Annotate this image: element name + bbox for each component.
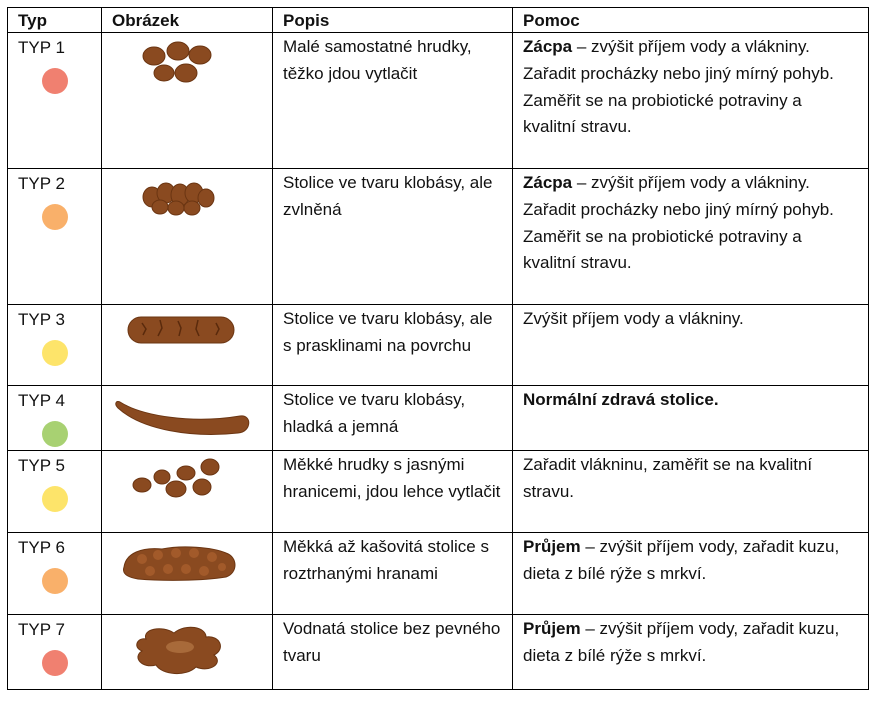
status-dot bbox=[42, 421, 68, 447]
header-typ: Typ bbox=[8, 8, 102, 33]
status-dot bbox=[42, 568, 68, 594]
image-cell bbox=[102, 386, 273, 451]
typ-cell bbox=[8, 33, 102, 169]
popis-cell: Stolice ve tvaru klobásy, hladká a jemná bbox=[273, 386, 513, 451]
pomoc-text: Zvýšit příjem vody a vlákniny. bbox=[523, 309, 744, 328]
typ-cell bbox=[8, 615, 102, 690]
pomoc-text: – zvýšit příjem vody, zařadit kuzu, dieta z bílé rýže s mrkví. bbox=[523, 537, 840, 583]
lumpy-sausage-icon bbox=[102, 169, 272, 229]
pomoc-cell bbox=[513, 533, 869, 615]
status-dot bbox=[42, 340, 68, 366]
table-row bbox=[8, 386, 869, 451]
header-obrazek: Obrázek bbox=[102, 8, 273, 33]
typ-label: TYP 3 bbox=[18, 310, 65, 329]
popis-cell: Stolice ve tvaru klobásy, ale s prasklinami na povrchu bbox=[273, 305, 513, 386]
watery-puddle-icon bbox=[102, 615, 272, 685]
image-cell bbox=[102, 451, 273, 533]
table-row bbox=[8, 615, 869, 690]
typ-label: TYP 1 bbox=[18, 38, 65, 57]
image-cell bbox=[102, 305, 273, 386]
typ-cell bbox=[8, 169, 102, 305]
popis-cell: Stolice ve tvaru klobásy, ale zvlněná bbox=[273, 169, 513, 305]
typ-label: TYP 4 bbox=[18, 391, 65, 410]
cracked-sausage-icon bbox=[102, 305, 272, 355]
status-dot bbox=[42, 486, 68, 512]
table-row bbox=[8, 451, 869, 533]
image-cell bbox=[102, 615, 273, 690]
pomoc-text: – zvýšit příjem vody a vlákniny. Zařadit procházky nebo jiný mírný pohyb. Zaměřit se na probiotické potraviny a kvalitní stravu. bbox=[523, 37, 834, 137]
status-dot bbox=[42, 68, 68, 94]
pomoc-cell bbox=[513, 451, 869, 533]
pomoc-text: – zvýšit příjem vody, zařadit kuzu, dieta z bílé rýže s mrkví. bbox=[523, 619, 840, 665]
typ-cell bbox=[8, 386, 102, 451]
popis-cell: Vodnatá stolice bez pevného tvaru bbox=[273, 615, 513, 690]
image-cell bbox=[102, 533, 273, 615]
smooth-sausage-icon bbox=[102, 386, 272, 446]
mushy-pieces-icon bbox=[102, 533, 272, 593]
image-cell bbox=[102, 33, 273, 169]
typ-label: TYP 2 bbox=[18, 174, 65, 193]
pomoc-text: Zařadit vlákninu, zaměřit se na kvalitní stravu. bbox=[523, 455, 813, 501]
header-row bbox=[8, 8, 869, 33]
popis-cell: Měkká až kašovitá stolice s roztrhanými hranami bbox=[273, 533, 513, 615]
pomoc-text: – zvýšit příjem vody a vlákniny. Zařadit procházky nebo jiný mírný pohyb. Zaměřit se na probiotické potraviny a kvalitní stravu. bbox=[523, 173, 834, 273]
pomoc-bold: Průjem bbox=[523, 619, 581, 638]
pomoc-cell bbox=[513, 169, 869, 305]
separate-lumps-icon bbox=[102, 33, 272, 93]
typ-cell bbox=[8, 533, 102, 615]
pomoc-bold: Zácpa bbox=[523, 173, 573, 192]
header-popis: Popis bbox=[273, 8, 513, 33]
pomoc-cell bbox=[513, 386, 869, 451]
status-dot bbox=[42, 650, 68, 676]
bristol-stool-table bbox=[7, 7, 869, 690]
pomoc-cell bbox=[513, 33, 869, 169]
pomoc-cell bbox=[513, 615, 869, 690]
popis-cell: Malé samostatné hrudky, těžko jdou vytlačit bbox=[273, 33, 513, 169]
pomoc-bold: Zácpa bbox=[523, 37, 573, 56]
status-dot bbox=[42, 204, 68, 230]
image-cell bbox=[102, 169, 273, 305]
pomoc-cell bbox=[513, 305, 869, 386]
soft-blobs-icon bbox=[102, 451, 272, 511]
typ-cell bbox=[8, 305, 102, 386]
table-row bbox=[8, 305, 869, 386]
typ-label: TYP 7 bbox=[18, 620, 65, 639]
popis-cell: Měkké hrudky s jasnými hranicemi, jdou lehce vytlačit bbox=[273, 451, 513, 533]
typ-label: TYP 6 bbox=[18, 538, 65, 557]
table-row bbox=[8, 33, 869, 169]
table-row bbox=[8, 169, 869, 305]
pomoc-bold: Normální zdravá stolice. bbox=[523, 390, 719, 409]
table-row bbox=[8, 533, 869, 615]
typ-cell bbox=[8, 451, 102, 533]
header-pomoc: Pomoc bbox=[513, 8, 869, 33]
typ-label: TYP 5 bbox=[18, 456, 65, 475]
pomoc-bold: Průjem bbox=[523, 537, 581, 556]
